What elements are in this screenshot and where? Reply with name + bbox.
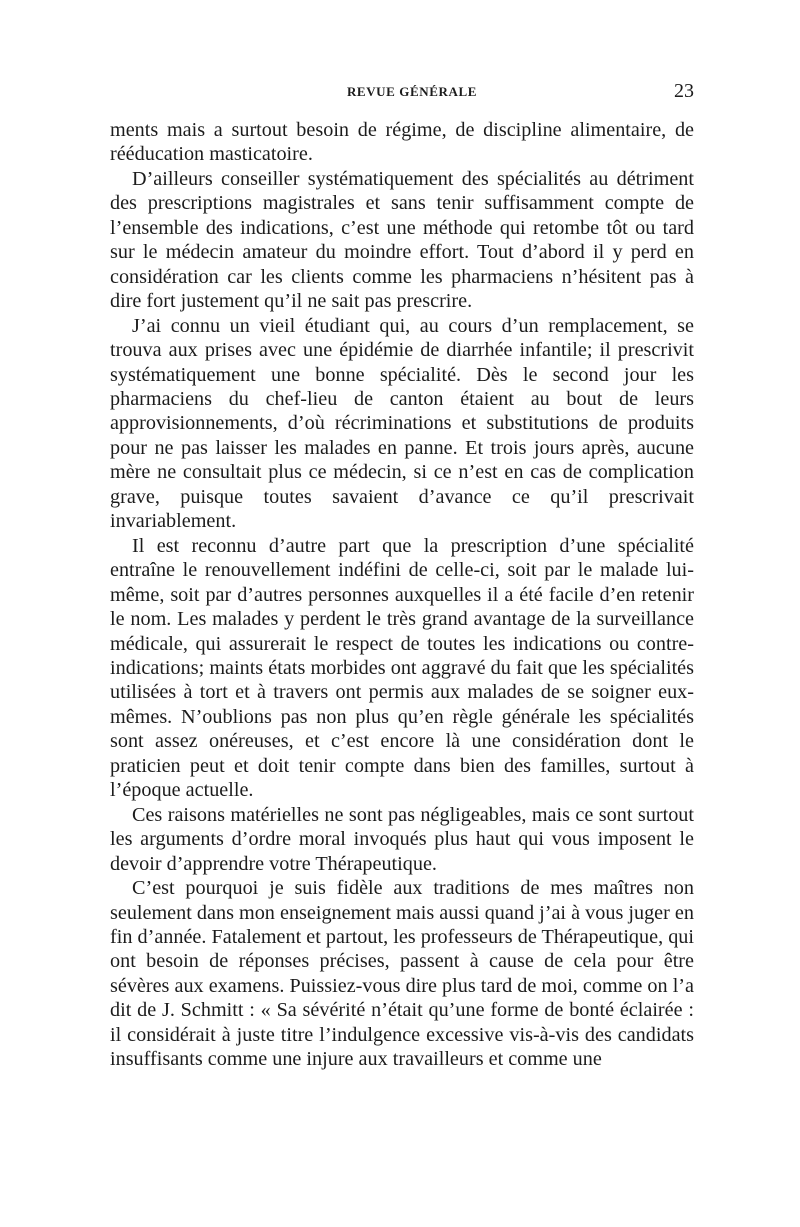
paragraph: Il est reconnu d’autre part que la prescription d’une spécialité entraîne le renouvellement indéfini de celle-ci, soit par le malade lui-même, soit par d’autres personnes auxquelles il a été facile d’en retenir le nom. Les malades y perdent le très grand avantage de la surveillance médicale, qui assurerait le respect de toutes les indications ou contre-indications; maints états morbides ont aggravé du fait que les spécialités utilisées à tort et à travers ont permis aux malades de se soigner eux-mêmes. N’oublions pas non plus qu’en règle générale les spécialités sont assez onéreuses, et c’est encore là une considération dont le praticien peut et doit tenir compte dans bien des familles, surtout à l’époque actuelle. <box>110 534 694 802</box>
paragraph: D’ailleurs conseiller systématiquement des spécialités au détriment des prescriptions magistrales et sans tenir suffisamment compte de l’ensemble des indications, c’est une méthode qui retombe tôt ou tard sur le médecin amateur du moindre effort. Tout d’abord il y perd en considération car les clients comme les pharmaciens n’hésitent pas à dire fort justement qu’il ne sait pas prescrire. <box>110 167 694 313</box>
running-title: REVUE GÉNÉRALE <box>346 84 478 99</box>
paragraph: Ces raisons matérielles ne sont pas négligeables, mais ce sont surtout les arguments d’ordre moral invoqués plus haut qui vous imposent le devoir d’apprendre votre Thérapeutique. <box>110 803 694 875</box>
running-head <box>110 80 694 106</box>
page-number: 23 <box>674 80 694 102</box>
body-text <box>110 118 694 1072</box>
paragraph: J’ai connu un vieil étudiant qui, au cours d’un remplacement, se trouva aux prises avec une épidémie de diarrhée infantile; il prescrivit systématiquement une bonne spécialité. Dès le second jour les pharmaciens du chef-lieu de canton étaient au bout de leurs approvisionnements, d’où récriminations et substitutions de produits pour ne pas laisser les malades en panne. Et trois jours après, aucune mère ne consultait plus ce médecin, si ce n’est en cas de complication grave, puisque toutes savaient d’avance ce qu’il prescrivait invariablement. <box>110 314 694 533</box>
paragraph-continuation: ments mais a surtout besoin de régime, de discipline alimentaire, de rééducation masticatoire. <box>110 119 694 166</box>
paragraph: C’est pourquoi je suis fidèle aux traditions de mes maîtres non seulement dans mon enseignement mais aussi quand j’ai à vous juger en fin d’année. Fatalement et partout, les professeurs de Thérapeutique, qui ont besoin de réponses précises, passent à cause de cela pour être sévères aux examens. Puissiez-vous dire plus tard de moi, comme on l’a dit de J. Schmitt : « Sa sévérité n’était qu’une forme de bonté éclairée : il considérait à juste titre l’indulgence excessive vis-à-vis des candidats insuffisants comme une injure aux travailleurs et comme une <box>110 877 694 1071</box>
